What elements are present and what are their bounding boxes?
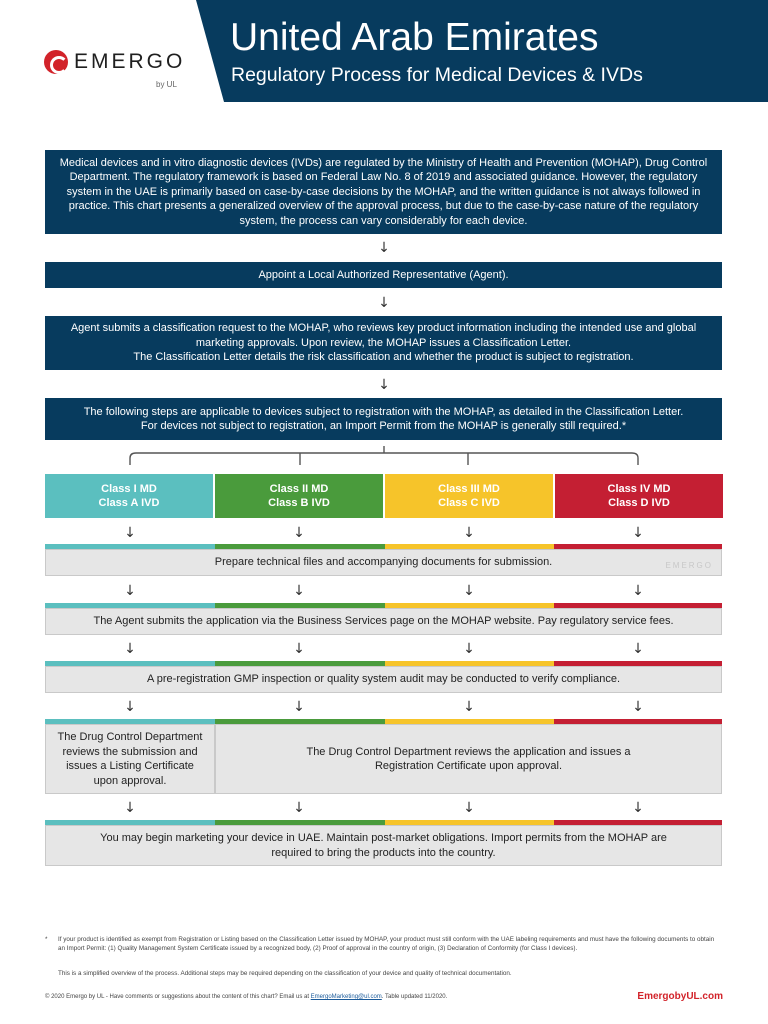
intro-text: Medical devices and in vitro diagnostic devices (IVDs) are regulated by the Ministry of Health and Prevention (MOHAP), Drug Control Department. The regulatory framework is based on Federal Law No. 8 of 2019 and associated guidance. However, the regulatory system in the UAE is primarily based on case-by-case decisions by the MOHAP, and the written guidance is not always followed in practice. This chart presents a generalized overview of the approval process, but due to the case-by-case nature of the regulatory system, the process can vary considerably for each device. (59, 156, 708, 227)
inspection-text: A pre-registration GMP inspection or quality system audit may be conducted to verify compliance. (146, 673, 621, 686)
logo-text: EMERGO (74, 50, 186, 73)
arrow-down-icon: ↓ (124, 525, 136, 541)
emergo-logo-icon (44, 50, 68, 74)
intro-box (45, 150, 722, 234)
class-3-header (385, 474, 553, 518)
registration-note-box (45, 398, 722, 440)
marketing-text: You may begin marketing your device in UAE. Maintain post-market obligations. Import permits from the MOHAP are required to bring the products into the country. (100, 832, 667, 859)
arrow-down-icon: ↓ (293, 800, 305, 816)
class-1-line1: Class I MD (101, 483, 157, 495)
page-subtitle: Regulatory Process for Medical Devices & IVDs (231, 64, 643, 86)
registration-note-1: The following steps are applicable to devices subject to registration with the MOHAP, as detailed in the Classification Letter. (83, 405, 684, 418)
footnote-mark: * (45, 936, 48, 943)
class-4-line1: Class IV MD (607, 483, 671, 495)
copyright (45, 994, 447, 1000)
logo-sub: by UL (156, 80, 177, 89)
class-2-line1: Class II MD (269, 483, 329, 495)
arrow-down-icon: ↓ (124, 800, 136, 816)
submit-box (45, 608, 722, 635)
prepare-box (45, 549, 722, 576)
website-link[interactable]: EmergobyUL.com (637, 991, 723, 1002)
class-3-line2: Class C IVD (438, 497, 500, 509)
class-2-header (215, 474, 383, 518)
registration-cert-text: The Drug Control Department reviews the application and issues a Registration Certificate upon approval. (306, 745, 631, 772)
footer-note: This is a simplified overview of the process. Additional steps may be required depending on the classification of your device and quality of technical documentation. (58, 970, 512, 977)
footnote-text: If your product is identified as exempt from Registration or Listing based on the Classification Letter issued by MOHAP, your product must still conform with the UAE labeling requirements and must have the following documents to obtain an Import Permit: (1) Quality Management System Certificate issued by a recognized body, (2) Proof of approval in the country of origin, (3) Declaration of Conformity (for Class I devices). (58, 936, 715, 952)
registration-note-2: For devices not subject to registration, an Import Permit from the MOHAP is generally still required.* (140, 420, 627, 432)
agent-text: Appoint a Local Authorized Representative (Agent). (258, 268, 509, 281)
arrow-down-icon: ↓ (293, 583, 305, 599)
arrow-down-icon: ↓ (124, 699, 136, 715)
listing-text: The Drug Control Department reviews the submission and issues a Listing Certificate upon approval. (57, 731, 203, 787)
emergo-logo (44, 50, 184, 94)
inspection-box (45, 666, 722, 693)
arrow-down-icon: ↓ (378, 295, 390, 311)
class-4-header (555, 474, 723, 518)
arrow-down-icon: ↓ (632, 641, 644, 657)
arrow-down-icon: ↓ (632, 699, 644, 715)
arrow-down-icon: ↓ (463, 800, 475, 816)
copyright-pre: © 2020 Emergo by UL - Have comments or suggestions about the content of this chart? Email us at (45, 994, 309, 1000)
marketing-box (45, 825, 722, 866)
copyright-post: . Table updated 11/2020. (381, 994, 448, 1000)
arrow-down-icon: ↓ (124, 641, 136, 657)
arrow-down-icon: ↓ (293, 525, 305, 541)
branch-bracket (0, 440, 768, 474)
arrow-down-icon: ↓ (293, 699, 305, 715)
classification-text-2: The Classification Letter details the risk classification and whether the product is subject to registration. (133, 351, 634, 364)
arrow-down-icon: ↓ (378, 377, 390, 393)
arrow-down-icon: ↓ (463, 525, 475, 541)
submit-text: The Agent submits the application via the Business Services page on the MOHAP website. Pay regulatory service fees. (93, 615, 674, 628)
arrow-down-icon: ↓ (463, 583, 475, 599)
arrow-down-icon: ↓ (124, 583, 136, 599)
listing-box (45, 724, 215, 794)
agent-box (45, 262, 722, 288)
classification-box (45, 316, 722, 370)
class-4-line2: Class D IVD (608, 497, 670, 509)
class-2-line2: Class B IVD (268, 497, 330, 509)
email-link[interactable]: EmergoMarketing@ul.com (310, 994, 382, 1000)
arrow-down-icon: ↓ (293, 641, 305, 657)
registration-cert-box (215, 724, 722, 794)
class-1-header (45, 474, 213, 518)
arrow-down-icon: ↓ (632, 583, 644, 599)
arrow-down-icon: ↓ (378, 240, 390, 256)
arrow-down-icon: ↓ (463, 699, 475, 715)
class-3-line1: Class III MD (438, 483, 500, 495)
arrow-down-icon: ↓ (463, 641, 475, 657)
page-title: United Arab Emirates (230, 16, 599, 59)
prepare-text: Prepare technical files and accompanying documents for submission. (214, 556, 553, 569)
arrow-down-icon: ↓ (632, 800, 644, 816)
arrow-down-icon: ↓ (632, 525, 644, 541)
class-1-line2: Class A IVD (98, 497, 160, 509)
classification-text-1: Agent submits a classification request to the MOHAP, who reviews key product information including the intended use and global marketing approvals. Upon review, the MOHAP issues a Classification Letter. (70, 322, 697, 349)
watermark: EMERGO (665, 561, 713, 570)
